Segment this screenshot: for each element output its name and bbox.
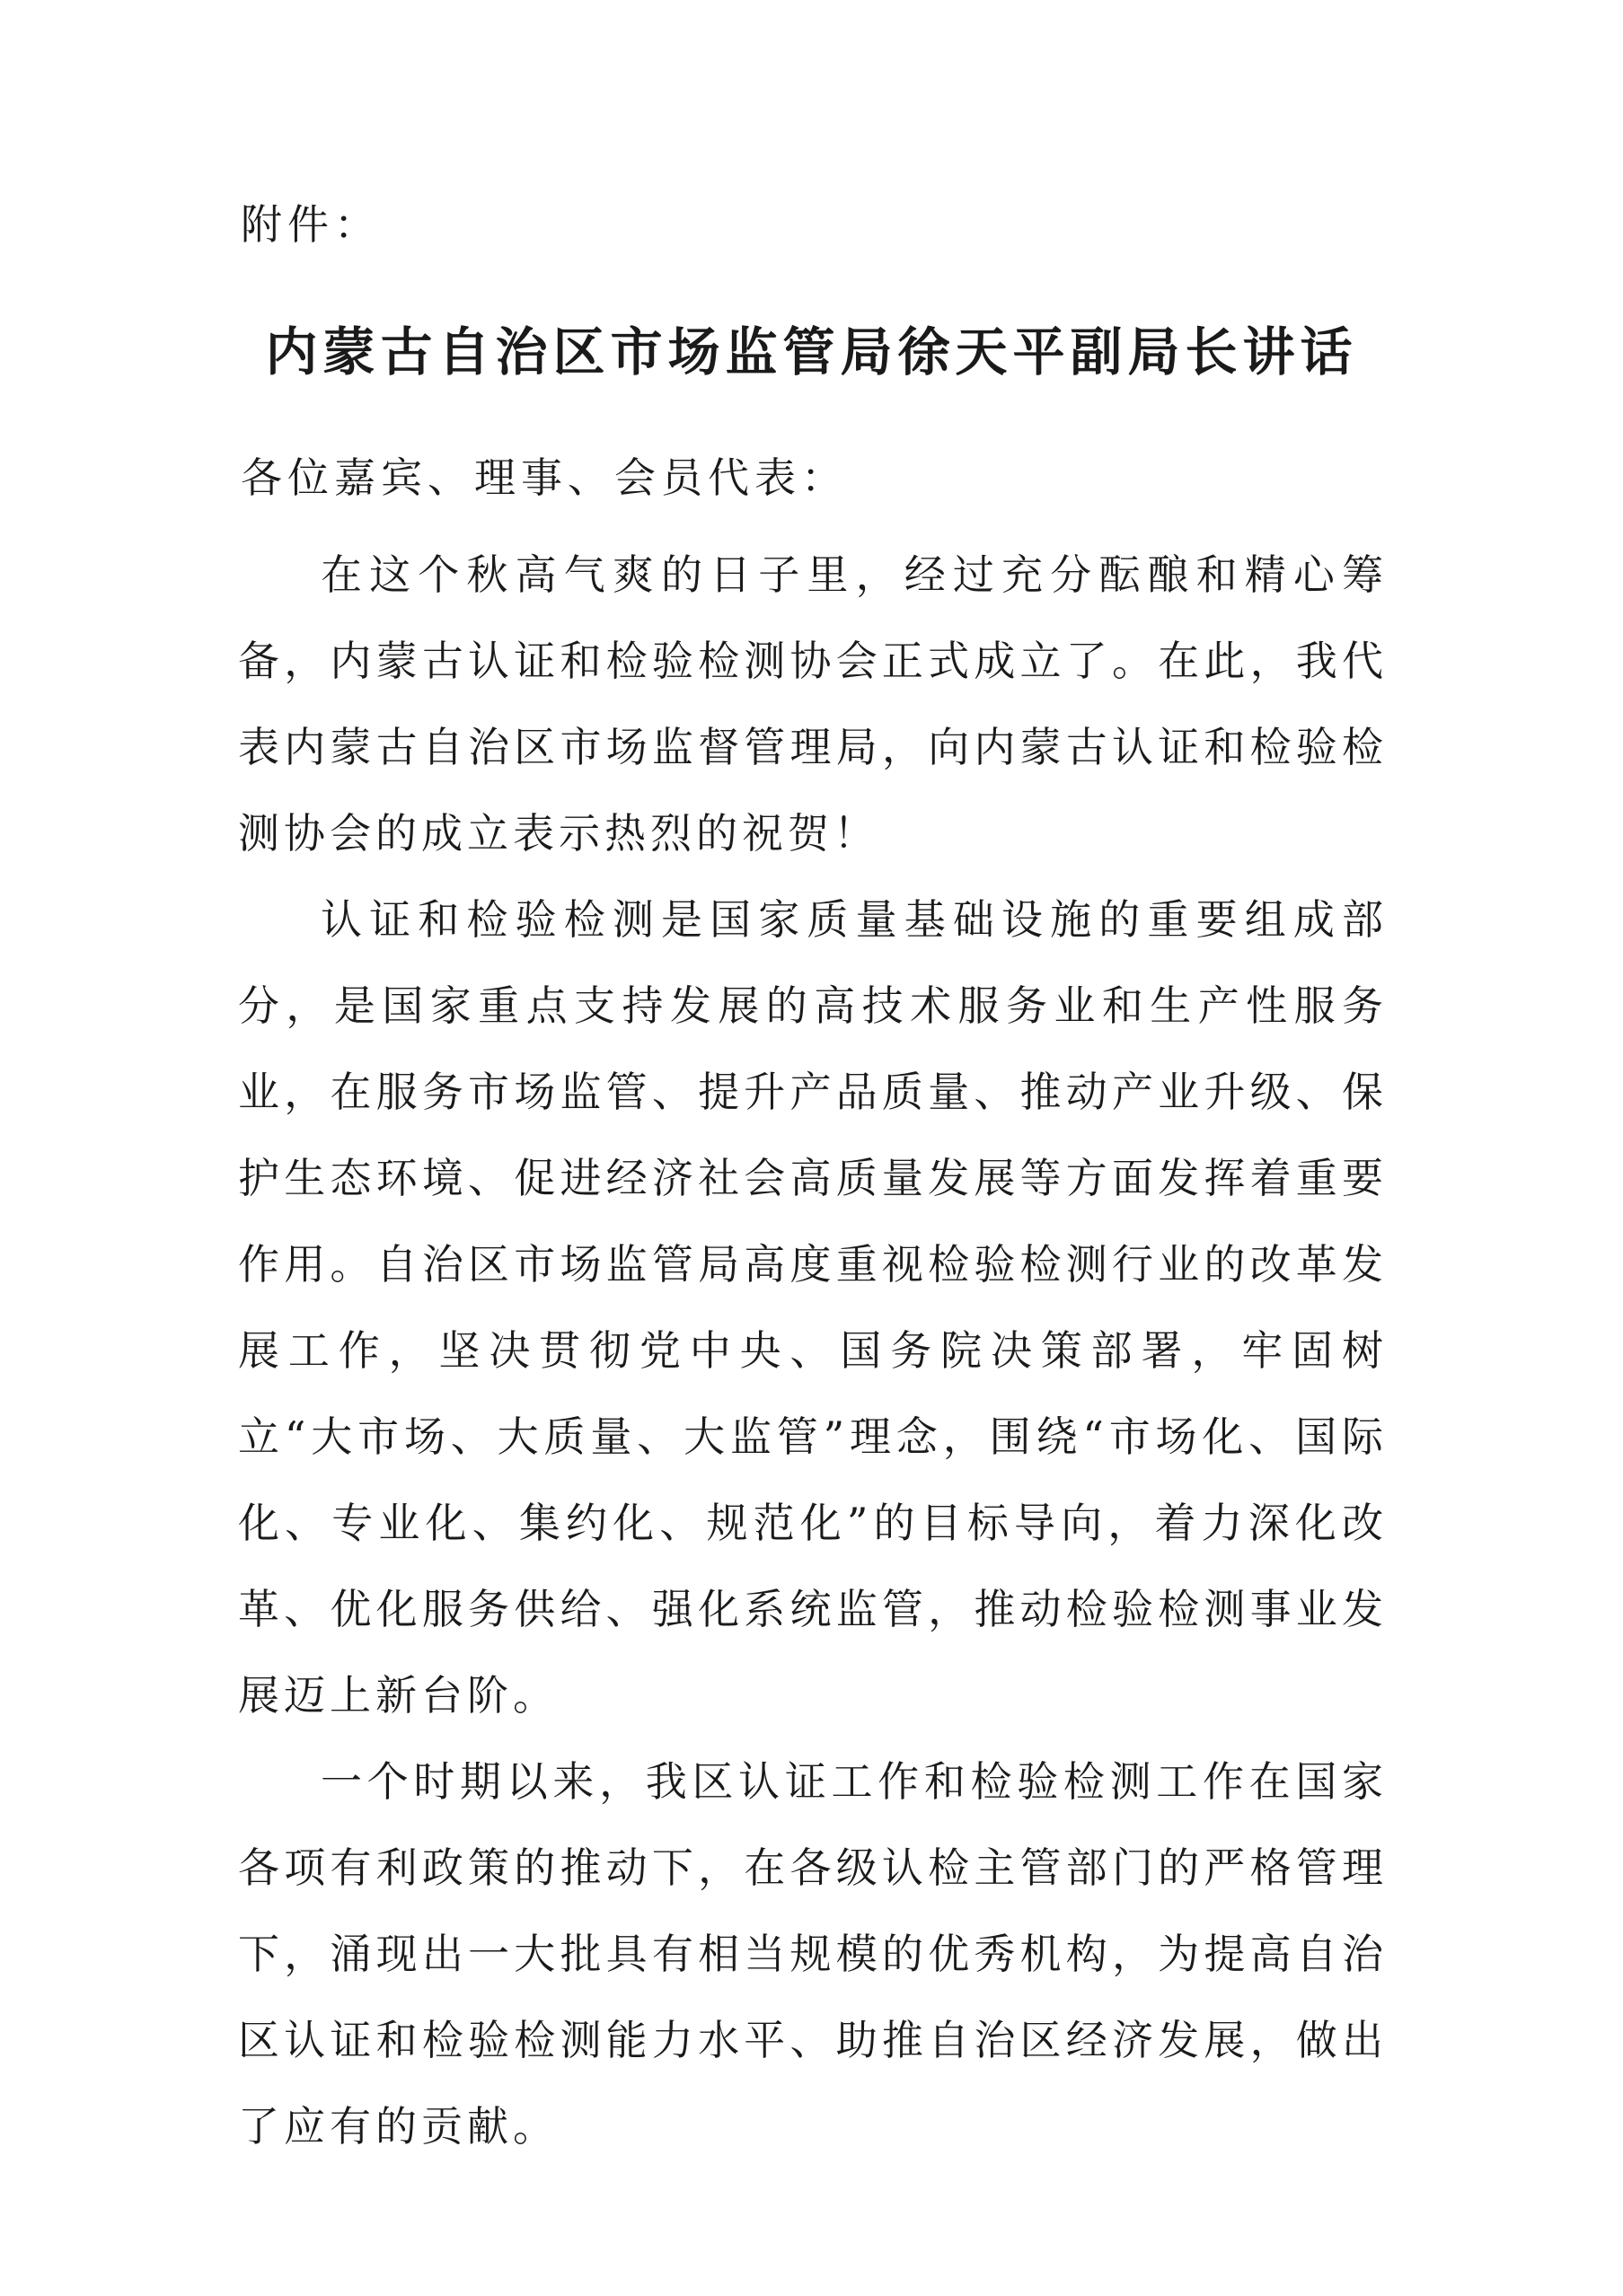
paragraph-3: 一个时期以来，我区认证工作和检验检测工作在国家各项有利政策的推动下，在各级认检主管部门的严格管理下，涌现出一大批具有相当规模的优秀机构，为提高自治区认证和检验检测能力水平、助推自治区经济发展，做出了应有的贡献。 [238,1757,1388,2151]
speech-body [238,532,1388,2169]
attachment-label: 附件： [241,200,381,249]
salutation: 各位嘉宾、理事、会员代表： [241,453,848,502]
paragraph-1: 在这个秋高气爽的日子里，经过充分酝酿和精心筹备，内蒙古认证和检验检测协会正式成立了。在此，我代表内蒙古自治区市场监督管理局，向内蒙古认证和检验检测协会的成立表示热烈的祝贺！ [238,550,1388,858]
paragraph-2: 认证和检验检测是国家质量基础设施的重要组成部分，是国家重点支持发展的高技术服务业和生产性服务业，在服务市场监管、提升产品质量、推动产业升级、保护生态环境、促进经济社会高质量发展等方面发挥着重要作用。自治区市场监管局高度重视检验检测行业的改革发展工作，坚决贯彻党中央、国务院决策部署，牢固树立“大市场、大质量、大监管”理念，围绕“市场化、国际化、专业化、集约化、规范化”的目标导向，着力深化改革、优化服务供给、强化系统监管，推动检验检测事业发展迈上新台阶。 [238,895,1388,1720]
speech-title: 内蒙古自治区市场监管局徐天平副局长讲话 [265,321,1358,383]
